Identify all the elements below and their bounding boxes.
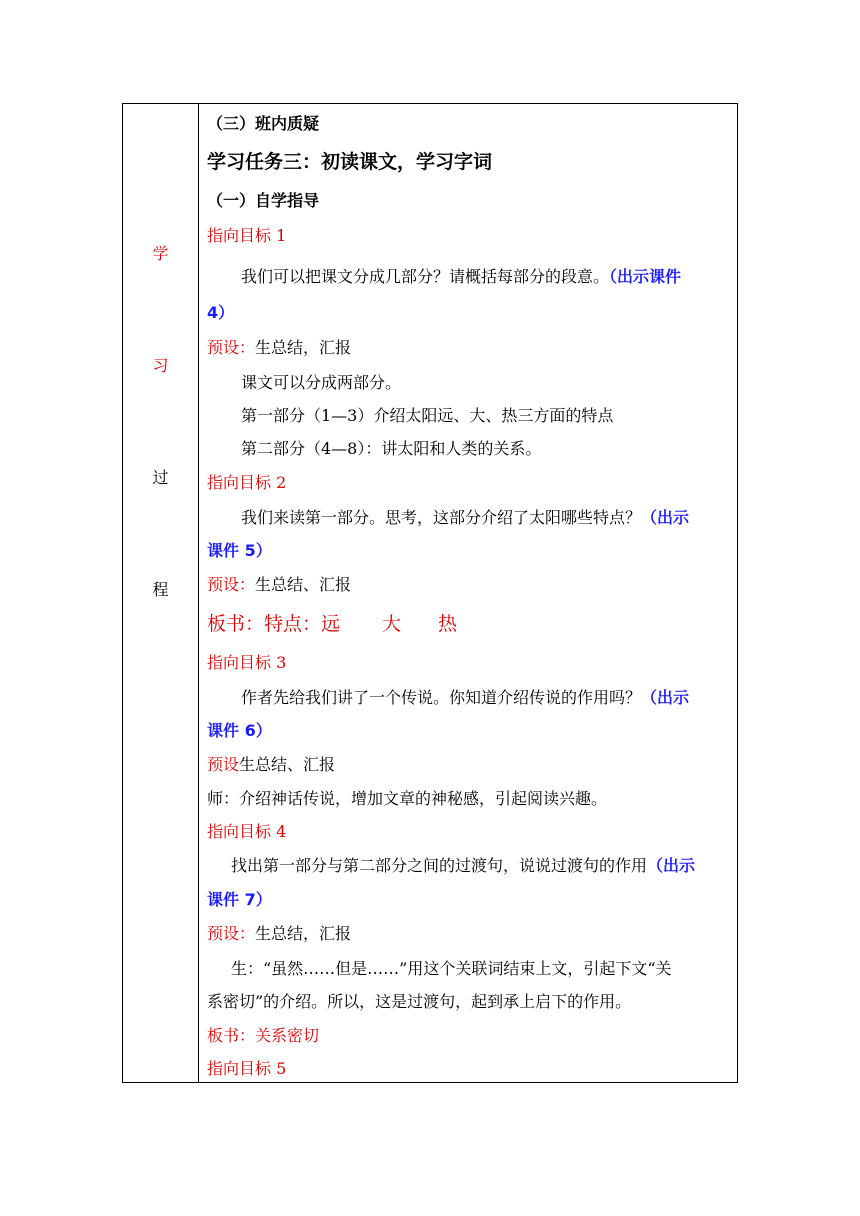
board-text: 热 — [438, 613, 458, 635]
preset-label: 预设： — [207, 338, 256, 357]
goal-label: 指向目标 3 — [207, 653, 287, 672]
side-label-char: 习 — [152, 356, 169, 375]
question-text — [241, 688, 689, 708]
preset-line — [207, 924, 351, 944]
courseware-ref: （出示 — [647, 856, 696, 875]
teacher-text: 师：介绍神话传说，增加文章的神秘感，引起阅读兴趣。 — [207, 789, 608, 808]
body-text: 第二部分（4—8）：讲太阳和人类的关系。 — [241, 439, 542, 458]
preset-text: 生总结、汇报 — [255, 575, 352, 594]
column-divider — [198, 104, 199, 1082]
preset-label: 预设： — [207, 924, 256, 943]
preset-text: 生总结、汇报 — [239, 755, 336, 774]
courseware-ref: 课件 6） — [207, 721, 272, 740]
task-heading: 学习任务三：初读课文，学习字词 — [207, 151, 493, 173]
preset-line — [207, 575, 351, 595]
preset-text: 生总结，汇报 — [255, 924, 352, 943]
question-body: 我们来读第一部分。思考，这部分介绍了太阳哪些特点？ — [241, 508, 642, 527]
courseware-ref: 课件 5） — [207, 541, 272, 560]
board-writing: 板书：关系密切 — [207, 1026, 320, 1045]
courseware-ref: 4） — [207, 303, 235, 322]
preset-line — [207, 755, 335, 775]
board-writing — [207, 612, 457, 636]
preset-line — [207, 338, 351, 358]
preset-label: 预设： — [207, 575, 256, 594]
question-body: 我们可以把课文分成几部分？请概括每部分的段意。 — [241, 267, 610, 286]
body-text: 课文可以分成两部分。 — [241, 373, 402, 392]
board-text: 大 — [382, 613, 402, 635]
question-text — [231, 856, 695, 876]
lesson-table — [122, 103, 738, 1083]
goal-label: 指向目标 1 — [207, 226, 287, 245]
goal-label: 指向目标 2 — [207, 473, 287, 492]
side-label-char: 学 — [152, 244, 169, 263]
courseware-ref: （出示 — [641, 508, 690, 527]
student-answer: 生：“虽然……但是……”用这个关联词结束上文，引起下文“关 — [231, 959, 672, 978]
goal-label: 指向目标 4 — [207, 822, 287, 841]
courseware-ref: （出示 — [641, 688, 690, 707]
goal-label: 指向目标 5 — [207, 1059, 287, 1078]
board-text: 板书：特点：远 — [207, 613, 341, 635]
courseware-ref: 课件 7） — [207, 890, 272, 909]
preset-label: 预设 — [207, 755, 240, 774]
side-label-char: 过 — [152, 468, 169, 487]
student-answer: 系密切”的介绍。所以，这是过渡句，起到承上启下的作用。 — [207, 992, 632, 1011]
question-body: 作者先给我们讲了一个传说。你知道介绍传说的作用吗？ — [241, 688, 642, 707]
body-text: 第一部分（1—3）介绍太阳远、大、热三方面的特点 — [241, 406, 614, 425]
question-text — [241, 508, 689, 528]
section-heading: （三）班内质疑 — [207, 114, 320, 133]
question-body: 找出第一部分与第二部分之间的过渡句，说说过渡句的作用 — [231, 856, 648, 875]
preset-text: 生总结，汇报 — [255, 338, 352, 357]
section-heading: （一）自学指导 — [207, 191, 320, 210]
courseware-ref: （出示课件 — [609, 267, 682, 286]
question-text — [241, 267, 681, 287]
side-label-char: 程 — [152, 580, 169, 599]
